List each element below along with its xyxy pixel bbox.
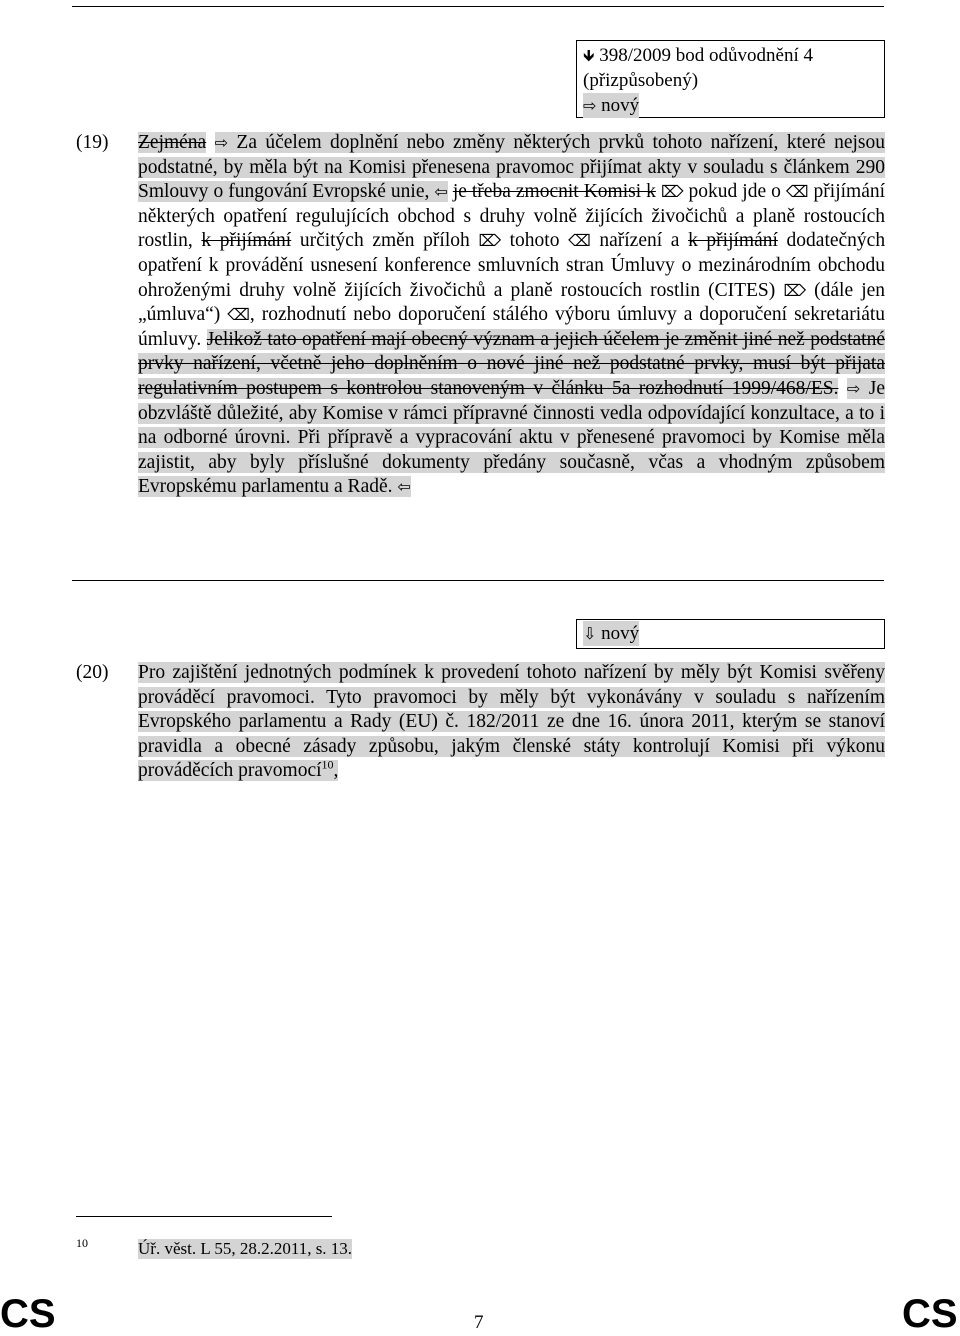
punctuation: , xyxy=(333,760,339,782)
arrow-left-icon: ⇦ xyxy=(397,477,411,497)
deleted-text: Jelikož tato opatření mají obecný význam a jejich účelem je změnit jiné než podstatné prvky nařízení, včetně jeho doplněním o nové jiné než podstatné prvky, musí být přijata regulativním postupem s kontrolou stanoveným v článku 5a rozhodnutí 1999/468/ES. xyxy=(138,328,886,399)
adaptation-note: (přizpůsobený) xyxy=(583,70,699,91)
deleted-text: k přijímání xyxy=(688,230,778,252)
new-label: nový xyxy=(601,623,640,644)
delete-end-icon: ⌫ xyxy=(227,305,250,325)
delete-start-icon: ⌦ xyxy=(660,182,684,202)
arrow-right-icon: ⇨ xyxy=(846,378,861,398)
text-fragment: nařízení a xyxy=(599,230,680,252)
inserted-text: Za účelem doplnění nebo změny některých prvků tohoto nařízení, které nejsou podstatné, by měla být na Komisi přenesena pravomoc přijímat akty v souladu s článkem 290 Smlouvy o fungování Evropské unie, xyxy=(138,132,886,203)
deleted-text: je třeba zmocnit Komisi k xyxy=(452,181,656,203)
delete-end-icon: ⌫ xyxy=(785,182,809,202)
language-code-left: CS xyxy=(0,1292,56,1336)
new-marker-box xyxy=(576,619,885,649)
arrow-left-icon: ⇦ xyxy=(434,182,448,202)
removed-fragment: (dále jen „úmluva“) xyxy=(138,279,886,326)
language-code-right: CS xyxy=(902,1292,958,1336)
section-separator xyxy=(72,580,884,581)
top-rule xyxy=(72,6,884,7)
delete-start-icon: ⌦ xyxy=(478,231,502,251)
recital-19-text xyxy=(138,131,885,500)
delete-end-icon: ⌫ xyxy=(568,231,591,251)
arrow-right-icon: ⇨ xyxy=(583,96,597,115)
footnote-reference: 10 xyxy=(321,757,334,772)
inserted-text: Je obzvláště důležité, aby Komise v rámci přípravné činnosti vedla odpovídající konzultace, a to i na odborné úrovni. Při přípravě a vypracování aktu v přenesené pravomoci by Komise měla zajistit, aby byly příslušné dokumenty předány současně, včas a vhodným způsobem Evropskému parlamentu a Radě. xyxy=(138,377,886,498)
deleted-text: Zejména xyxy=(138,132,207,153)
text-fragment: dodatečných opatření k provádění usnesení konference smluvních stran Úmluvy o mezinárodním obchodu ohroženými druhy volně žijících živočichů a planě rostoucích rostlin (CITES) xyxy=(138,230,886,301)
arrow-down-outline-icon: ⇩ xyxy=(583,624,597,643)
removed-fragment: pokud jde o xyxy=(688,181,781,203)
source-marker-box xyxy=(576,40,885,118)
page-number: 7 xyxy=(474,1312,484,1333)
removed-fragment: tohoto xyxy=(509,230,560,252)
recital-number: (19) xyxy=(76,132,109,153)
new-label: nový xyxy=(601,95,640,116)
footnote-rule xyxy=(76,1216,332,1217)
inserted-text: Pro zajištění jednotných podmínek k provedení tohoto nařízení by měly být Komisi svěřeny prováděcí pravomoci. Tyto pravomoci by měly být vykonávány v souladu s nařízením Evropského parlamentu a Rady (EU) č. 182/2011 ze dne 16. února 2011, kterým se stanoví pravidla a obecné zásady způsobu, jakým členské státy kontrolují Komisi při výkonu prováděcích pravomocí xyxy=(138,662,885,782)
source-reference: 398/2009 bod odůvodnění 4 xyxy=(599,45,813,66)
footnote-number: 10 xyxy=(76,1236,88,1250)
text-fragment: přijímání některých opatření regulujících obchod s druhy volně žijících živočichů a planě rostoucích rostlin, xyxy=(138,181,886,252)
delete-start-icon: ⌦ xyxy=(783,280,806,300)
arrow-right-icon: ⇨ xyxy=(214,133,229,152)
arrow-down-icon: 🡻 xyxy=(583,46,595,65)
footnote-text: Úř. věst. L 55, 28.2.2011, s. 13. xyxy=(138,1239,353,1258)
deleted-text: k přijímání xyxy=(201,230,292,252)
recital-number: (20) xyxy=(76,662,109,683)
text-fragment: určitých změn příloh xyxy=(299,230,470,252)
recital-20-text xyxy=(138,661,885,784)
text-fragment: , rozhodnutí nebo doporučení stálého výboru úmluvy a doporučení sekretariátu úmluvy. xyxy=(138,304,886,350)
